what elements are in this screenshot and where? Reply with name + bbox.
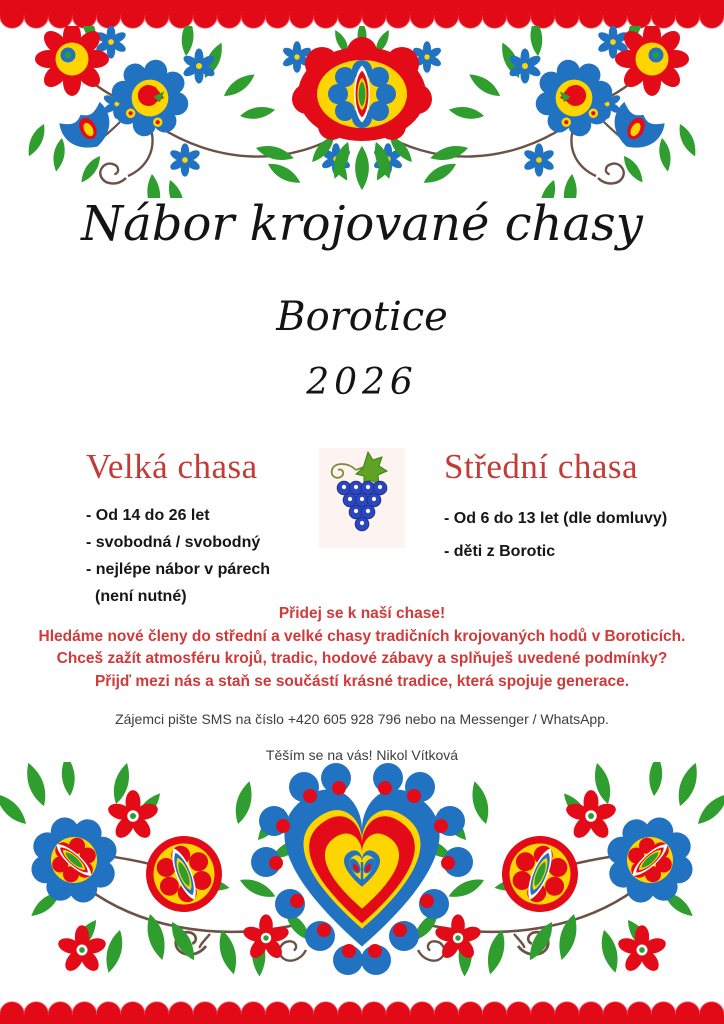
callout-line: Přijď mezi nás a staň se součástí krásné tradice, která spojuje generace. [94, 672, 630, 690]
top-folk-ornament-icon [0, 26, 724, 198]
list-item: - svobodná / svobodný [86, 534, 261, 551]
section-velka-chasa [86, 447, 336, 610]
callout-line: Hledáme nové členy do střední a velké chasy tradičních krojovaných hodů v Boroticích. [38, 627, 686, 645]
callout-line: Chceš zažít atmosféru krojů, tradic, hodové zábavy a splňuješ uvedené podmínky? [56, 650, 668, 667]
poster-place: Borotice [276, 294, 448, 340]
section-stredni-chasa [444, 447, 704, 568]
list-item: - Od 14 do 26 let [86, 507, 210, 524]
poster-title: Nábor krojované chasy [81, 196, 643, 252]
scallop-border-bottom-icon [0, 998, 724, 1024]
callout-line: Přidej se k naší chase! [278, 605, 446, 622]
velka-chasa-list [86, 502, 336, 610]
poster-year: 2026 [306, 362, 418, 403]
list-item: (není nutné) [95, 588, 187, 605]
list-item: - nejlépe nábor v párech [86, 561, 271, 578]
contact-line: Zájemci pište SMS na číslo +420 605 928 796 nebo na Messenger / WhatsApp. [115, 711, 609, 727]
bottom-folk-ornament-icon [0, 762, 724, 992]
callout-text [0, 603, 724, 693]
list-item: - děti z Borotic [444, 543, 556, 560]
stredni-chasa-heading: Střední chasa [444, 447, 639, 486]
stredni-chasa-list [444, 502, 704, 568]
signoff-line: Těším se na vás! Nikol Vítková [265, 747, 459, 763]
grapes-icon [318, 448, 406, 550]
list-item: - Od 6 do 13 let (dle domluvy) [444, 510, 668, 527]
velka-chasa-heading: Velká chasa [86, 447, 258, 486]
